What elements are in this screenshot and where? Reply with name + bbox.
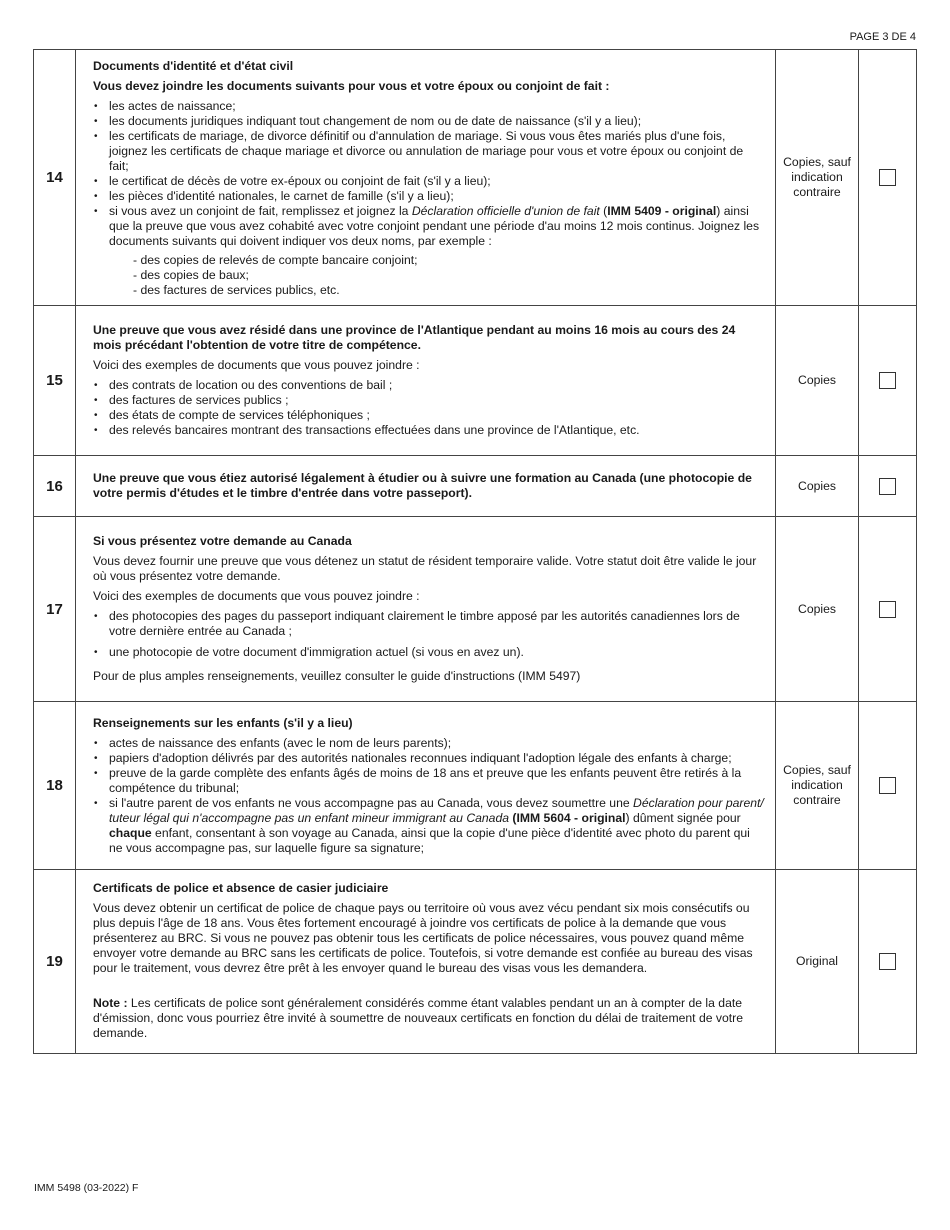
checklist-row-14: [34, 50, 917, 306]
document-type: Copies: [776, 306, 859, 456]
list-item: [93, 796, 766, 856]
row-number: 17: [34, 517, 76, 702]
checkbox-cell: [859, 306, 917, 456]
list-item: • des états de compte de services téléphoniques ;: [93, 408, 766, 423]
document-type: Copies, sauf indication contraire: [776, 50, 859, 306]
text-segment: ) dûment signée pour: [625, 810, 741, 825]
example-item: - des factures de services publics, etc.: [133, 283, 340, 297]
checklist-row-17: [34, 517, 917, 702]
document-checklist-table: [33, 49, 917, 1054]
form-name: Déclaration pour parent/ tuteur légal qui n'accompagne pas un enfant mineur immigrant au Canada: [109, 795, 764, 825]
row-content: [76, 870, 776, 1054]
row-content: [76, 456, 776, 517]
document-list: [93, 378, 766, 438]
example-item: - des copies de baux;: [133, 268, 249, 282]
document-type: Original: [776, 870, 859, 1054]
text-segment: (: [599, 204, 608, 218]
row-intro: Voici des exemples de documents que vous pouvez joindre :: [93, 358, 420, 372]
text-segment: enfant, consentant à son voyage au Canada, ainsi que la copie d'une pièce d'identité avec photo du parent qui ne vous accompagne pas, sur laquelle figure sa signature;: [109, 825, 750, 855]
checkbox[interactable]: [879, 953, 896, 970]
list-item: • des photocopies des pages du passeport indiquant clairement le timbre apposé par les autorités canadiennes lors de votre dernière entrée au Canada ;: [93, 609, 766, 639]
checklist-row-15: [34, 306, 917, 456]
row-number: 15: [34, 306, 76, 456]
row-number: 16: [34, 456, 76, 517]
checkbox-cell: [859, 870, 917, 1054]
row-number: 19: [34, 870, 76, 1054]
row-title: Certificats de police et absence de casier judiciaire: [93, 881, 389, 895]
list-item: • des contrats de location ou des conventions de bail ;: [93, 378, 766, 393]
checkbox-cell: [859, 702, 917, 870]
row-title: Une preuve que vous avez résidé dans une province de l'Atlantique pendant au moins 16 mois au cours des 24 mois précédant l'obtention de votre titre de compétence.: [93, 323, 736, 352]
row-title: Documents d'identité et d'état civil: [93, 59, 294, 73]
list-item: • actes de naissance des enfants (avec le nom de leurs parents);: [93, 736, 766, 751]
row-intro: Vous devez joindre les documents suivants pour vous et votre époux ou conjoint de fait :: [93, 79, 610, 93]
example-item: - des copies de relevés de compte bancaire conjoint;: [133, 253, 418, 267]
row-title: Renseignements sur les enfants (s'il y a lieu): [93, 715, 353, 730]
checkbox[interactable]: [879, 169, 896, 186]
row-title: Si vous présentez votre demande au Canada: [93, 533, 352, 548]
text-segment: si l'autre parent de vos enfants ne vous accompagne pas au Canada, vous devez soumettre une: [109, 795, 634, 810]
row-paragraph: Vous devez fournir une preuve que vous détenez un statut de résident temporaire valide. Votre statut doit être valide le jour où vous présentez votre demande.: [93, 553, 757, 583]
row-content: [76, 50, 776, 306]
row-title: Une preuve que vous étiez autorisé légalement à étudier ou à suivre une formation au Canada (une photocopie de votre permis d'études et le timbre d'entrée dans votre passeport).: [93, 470, 752, 500]
page-number: PAGE 3 DE 4: [849, 31, 916, 43]
form-code: IMM 5498 (03-2022) F: [34, 1182, 139, 1194]
list-item: • des relevés bancaires montrant des transactions effectuées dans une province de l'Atlantique, etc.: [93, 423, 766, 438]
list-item: • une photocopie de votre document d'immigration actuel (si vous en avez un).: [93, 645, 766, 660]
document-list: [93, 609, 766, 660]
document-type: Copies: [776, 517, 859, 702]
row-content: [76, 702, 776, 870]
checkbox[interactable]: [879, 601, 896, 618]
row-paragraph: Vous devez obtenir un certificat de police de chaque pays ou territoire où vous avez vécu pendant six mois consécutifs ou plus depuis l'âge de 18 ans. Vous êtes fortement encouragé à joindre vos certificats de police à la demande que vous présenterez au BRC. Si vous ne pouvez pas obtenir tous les certificats de police nécessaires, vous pouvez quand même envoyer votre demande au BRC sans les certificats de police. Toutefois, si votre demande est confiée au bureau des visas pour le traitement, vous devrez être prêt à les envoyer quand le bureau des visas vous les demandera.: [93, 901, 753, 975]
row-content: [76, 306, 776, 456]
row-note: [93, 996, 766, 1041]
checkbox[interactable]: [879, 478, 896, 495]
row-number: 18: [34, 702, 76, 870]
text-segment: ) ainsi que la preuve que vous avez cohabité avec votre conjoint pendant une période d'au moins 12 mois continus. Joignez les documents suivants qui doivent indiquer vos deux noms, par exemple :: [109, 204, 760, 248]
row-intro: Voici des exemples de documents que vous pouvez joindre :: [93, 588, 420, 603]
list-item: • les documents juridiques indiquant tout changement de nom ou de date de naissance (s'il y a lieu);: [93, 114, 766, 129]
list-item: [93, 204, 766, 249]
row-number: 14: [34, 50, 76, 306]
checkbox-cell: [859, 50, 917, 306]
checklist-row-16: [34, 456, 917, 517]
row-paragraph: Pour de plus amples renseignements, veuillez consulter le guide d'instructions (IMM 5497): [93, 668, 581, 683]
emphasis: chaque: [109, 825, 152, 840]
list-item: • les certificats de mariage, de divorce définitif ou d'annulation de mariage. Si vous vous êtes mariés plus d'une fois, joignez les certificats de chaque mariage et divorce ou annulation de mariage pour vous et votre époux ou conjoint de fait;: [93, 129, 766, 174]
list-item: • preuve de la garde complète des enfants âgés de moins de 18 ans et preuve que les enfants peuvent être retirés à la compétence du tribunal;: [93, 766, 766, 796]
example-list: [133, 253, 766, 298]
note-label: Note :: [93, 996, 128, 1010]
checkbox-cell: [859, 456, 917, 517]
list-item: • papiers d'adoption délivrés par des autorités nationales reconnues indiquant l'adoption légale des enfants à charge;: [93, 751, 766, 766]
checkbox[interactable]: [879, 372, 896, 389]
document-list: [93, 99, 766, 249]
list-item: • les pièces d'identité nationales, le carnet de famille (s'il y a lieu);: [93, 189, 766, 204]
list-item: • les actes de naissance;: [93, 99, 766, 114]
list-item: • des factures de services publics ;: [93, 393, 766, 408]
form-name: Déclaration officielle d'union de fait: [411, 204, 600, 218]
document-type: Copies, sauf indication contraire: [776, 702, 859, 870]
document-type: Copies: [776, 456, 859, 517]
form-code-ref: IMM 5409 - original: [607, 204, 717, 218]
note-text: Les certificats de police sont généralement considérés comme étant valables pendant un an à compter de la date d'émission, donc vous pourriez être invité à soumettre de nouveaux certificats en fonction du délai de traitement de votre demande.: [93, 996, 743, 1040]
document-list: [93, 736, 766, 856]
form-code-ref: (IMM 5604 - original: [512, 810, 626, 825]
list-item: • le certificat de décès de votre ex-époux ou conjoint de fait (s'il y a lieu);: [93, 174, 766, 189]
checklist-row-18: [34, 702, 917, 870]
text-segment: si vous avez un conjoint de fait, remplissez et joignez la: [109, 204, 412, 218]
row-content: [76, 517, 776, 702]
checkbox[interactable]: [879, 777, 896, 794]
checklist-row-19: [34, 870, 917, 1054]
checkbox-cell: [859, 517, 917, 702]
